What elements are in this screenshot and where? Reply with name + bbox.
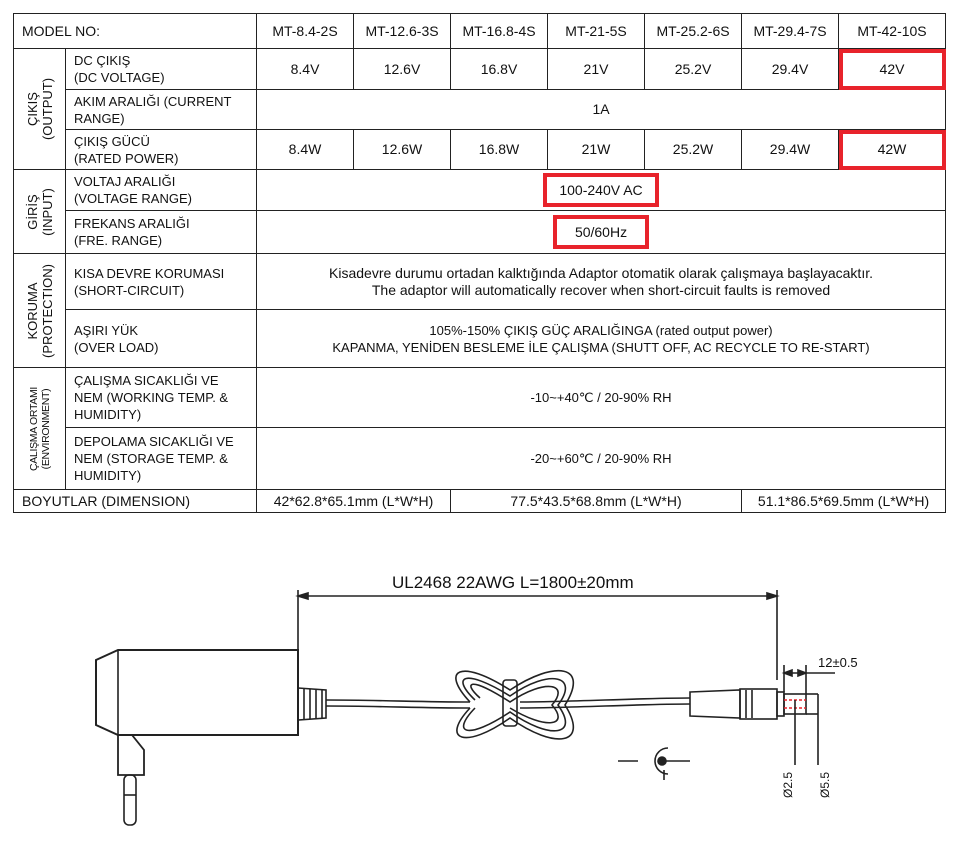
plug-pin [124,775,136,825]
tip-length-label: 12±0.5 [818,655,858,670]
cable-right [520,698,690,702]
environment-group-label: ÇALIŞMA ORTAMI (ENVIRONMENT) [27,386,52,471]
power-value: 16.8W [451,130,548,170]
protection-group [14,254,66,368]
short-circuit-value: Kisadevre durumu ortadan kalktığında Adaptor otomatik olarak çalışmaya başlayacaktır. The adaptor will automatically recover when short-circuit faults is removed [257,254,946,310]
dc-connector [690,690,740,718]
current-row [14,90,946,130]
overload-label: AŞIRI YÜK (OVER LOAD) [66,310,257,368]
frequency-value: 50/60Hz [553,215,649,249]
short-circuit-row [14,254,946,310]
dc-voltage-value: 12.6V [354,49,451,90]
output-group [14,49,66,170]
input-voltage-label: VOLTAJ ARALIĞI (VOLTAGE RANGE) [66,170,257,211]
storage-temp-label: DEPOLAMA SICAKLIĞI VE NEM (STORAGE TEMP. & HUMIDITY) [66,428,257,490]
power-value: 29.4W [742,130,839,170]
outer-diameter-label: Ø5.5 [818,772,832,799]
model-cell: MT-29.4-7S [742,14,839,49]
power-label: ÇIKIŞ GÜCÜ (RATED POWER) [66,130,257,170]
dimension-value: 51.1*86.5*69.5mm (L*W*H) [742,490,946,513]
input-group [14,170,66,254]
working-temp-label: ÇALIŞMA SICAKLIĞI VE NEM (WORKING TEMP. & HUMIDITY) [66,368,257,428]
input-voltage-value: 100-240V AC [543,173,658,207]
model-cell: MT-21-5S [548,14,645,49]
power-value: 25.2W [645,130,742,170]
overload-row [14,310,946,368]
arrow-left-icon [298,593,308,599]
protection-group-label: KORUMA (PROTECTION) [24,263,55,358]
frequency-row [14,211,946,254]
power-value: 21W [548,130,645,170]
arrow-right-icon [767,593,777,599]
dc-voltage-value: 8.4V [257,49,354,90]
model-cell: MT-8.4-2S [257,14,354,49]
frequency-cell [257,211,946,254]
dc-voltage-value-highlighted: 42V [839,49,946,90]
output-group-label: ÇIKIŞ (OUTPUT) [24,77,55,141]
adapter-drawing [0,540,958,847]
input-voltage-cell [257,170,946,211]
dc-voltage-value: 29.4V [742,49,839,90]
short-circuit-label: KISA DEVRE KORUMASI (SHORT-CIRCUIT) [66,254,257,310]
dc-voltage-value: 25.2V [645,49,742,90]
inner-diameter-label: Ø2.5 [781,772,795,799]
dc-voltage-label: DC ÇIKIŞ (DC VOLTAGE) [66,49,257,90]
working-temp-value: -10~+40℃ / 20-90% RH [257,368,946,428]
model-cell: MT-16.8-4S [451,14,548,49]
overload-value: 105%-150% ÇIKIŞ GÜÇ ARALIĞINGA (rated output power) KAPANMA, YENİDEN BESLEME İLE ÇALIŞMA (SHUTT OFF, AC RECYCLE TO RE-START) [257,310,946,368]
input-voltage-row [14,170,946,211]
dc-voltage-value: 16.8V [451,49,548,90]
frequency-label: FREKANS ARALIĞI (FRE. RANGE) [66,211,257,254]
dimension-label: BOYUTLAR (DIMENSION) [14,490,257,513]
storage-temp-value: -20~+60℃ / 20-90% RH [257,428,946,490]
dimension-row [14,490,946,513]
working-temp-row [14,368,946,428]
power-value-highlighted: 42W [839,130,946,170]
storage-temp-row [14,428,946,490]
plug-base [118,735,144,775]
power-row [14,130,946,170]
model-cell: MT-12.6-3S [354,14,451,49]
dimension-value: 42*62.8*65.1mm (L*W*H) [257,490,451,513]
model-cell: MT-42-10S [839,14,946,49]
cable-coil [456,671,573,739]
cable-left [326,700,470,702]
dimension-value: 77.5*43.5*68.8mm (L*W*H) [451,490,742,513]
input-group-label: GİRİŞ (INPUT) [24,187,55,236]
environment-group [14,368,66,490]
current-label: AKIM ARALIĞI (CURRENT RANGE) [66,90,257,130]
spec-table [13,13,946,513]
dc-voltage-value: 21V [548,49,645,90]
header-row [14,14,946,49]
dc-voltage-row [14,49,946,90]
model-cell: MT-25.2-6S [645,14,742,49]
power-value: 8.4W [257,130,354,170]
cable-spec-label: UL2468 22AWG L=1800±20mm [392,573,634,592]
current-value: 1A [257,90,946,130]
power-value: 12.6W [354,130,451,170]
adapter-body [96,650,298,735]
model-label: MODEL NO: [14,14,257,49]
